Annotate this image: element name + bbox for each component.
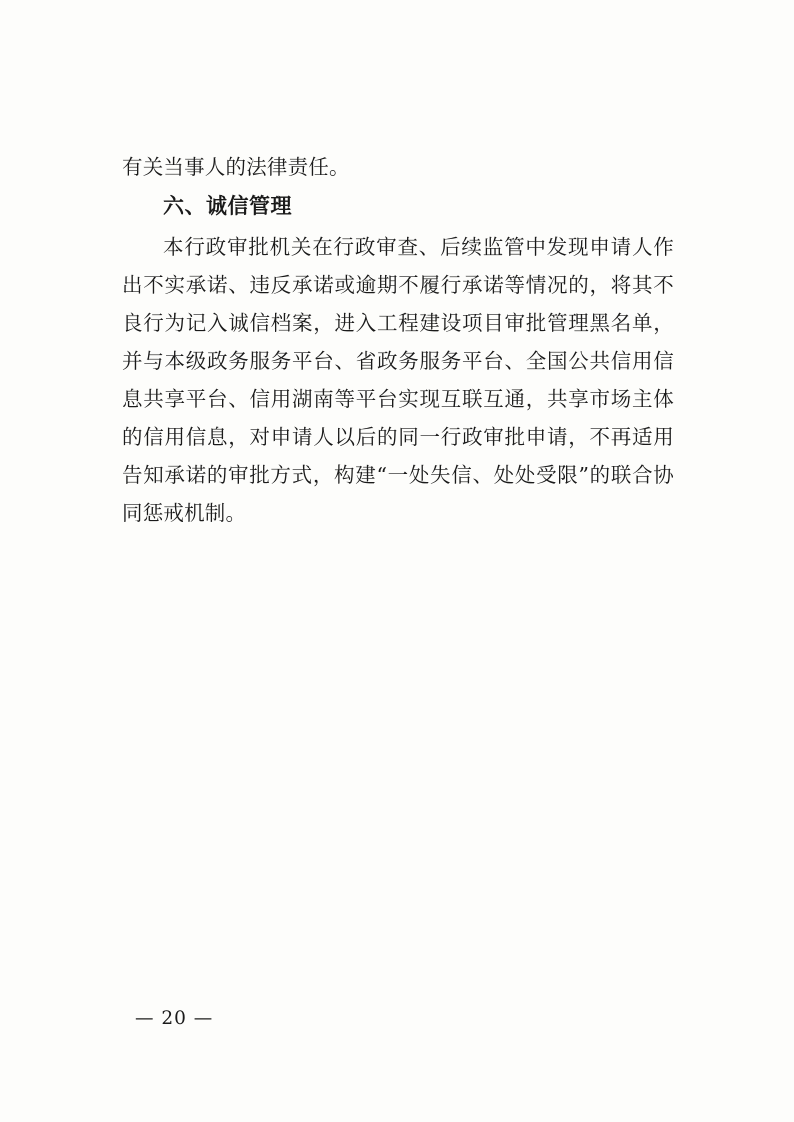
continuation-text: 有关当事人的法律责任。 [122, 155, 350, 179]
page-content [122, 148, 674, 532]
page-number: — 20 — [135, 1008, 214, 1029]
body-paragraph: 本行政审批机关在行政审查、后续监管中发现申请人作出不实承诺、违反承诺或逾期不履行承诺等情况的，将其不良行为记入诚信档案，进入工程建设项目审批管理黑名单，并与本级政务服务平台、省政务服务平台、全国公共信用信息共享平台、信用湖南等平台实现互联互通，共享市场主体的信用信息，对申请人以后的同一行政审批申请，不再适用告知承诺的审批方式，构建“一处失信、处处受限”的联合协同惩戒机制。 [122, 235, 674, 525]
section-heading: 六、诚信管理 [163, 194, 292, 218]
